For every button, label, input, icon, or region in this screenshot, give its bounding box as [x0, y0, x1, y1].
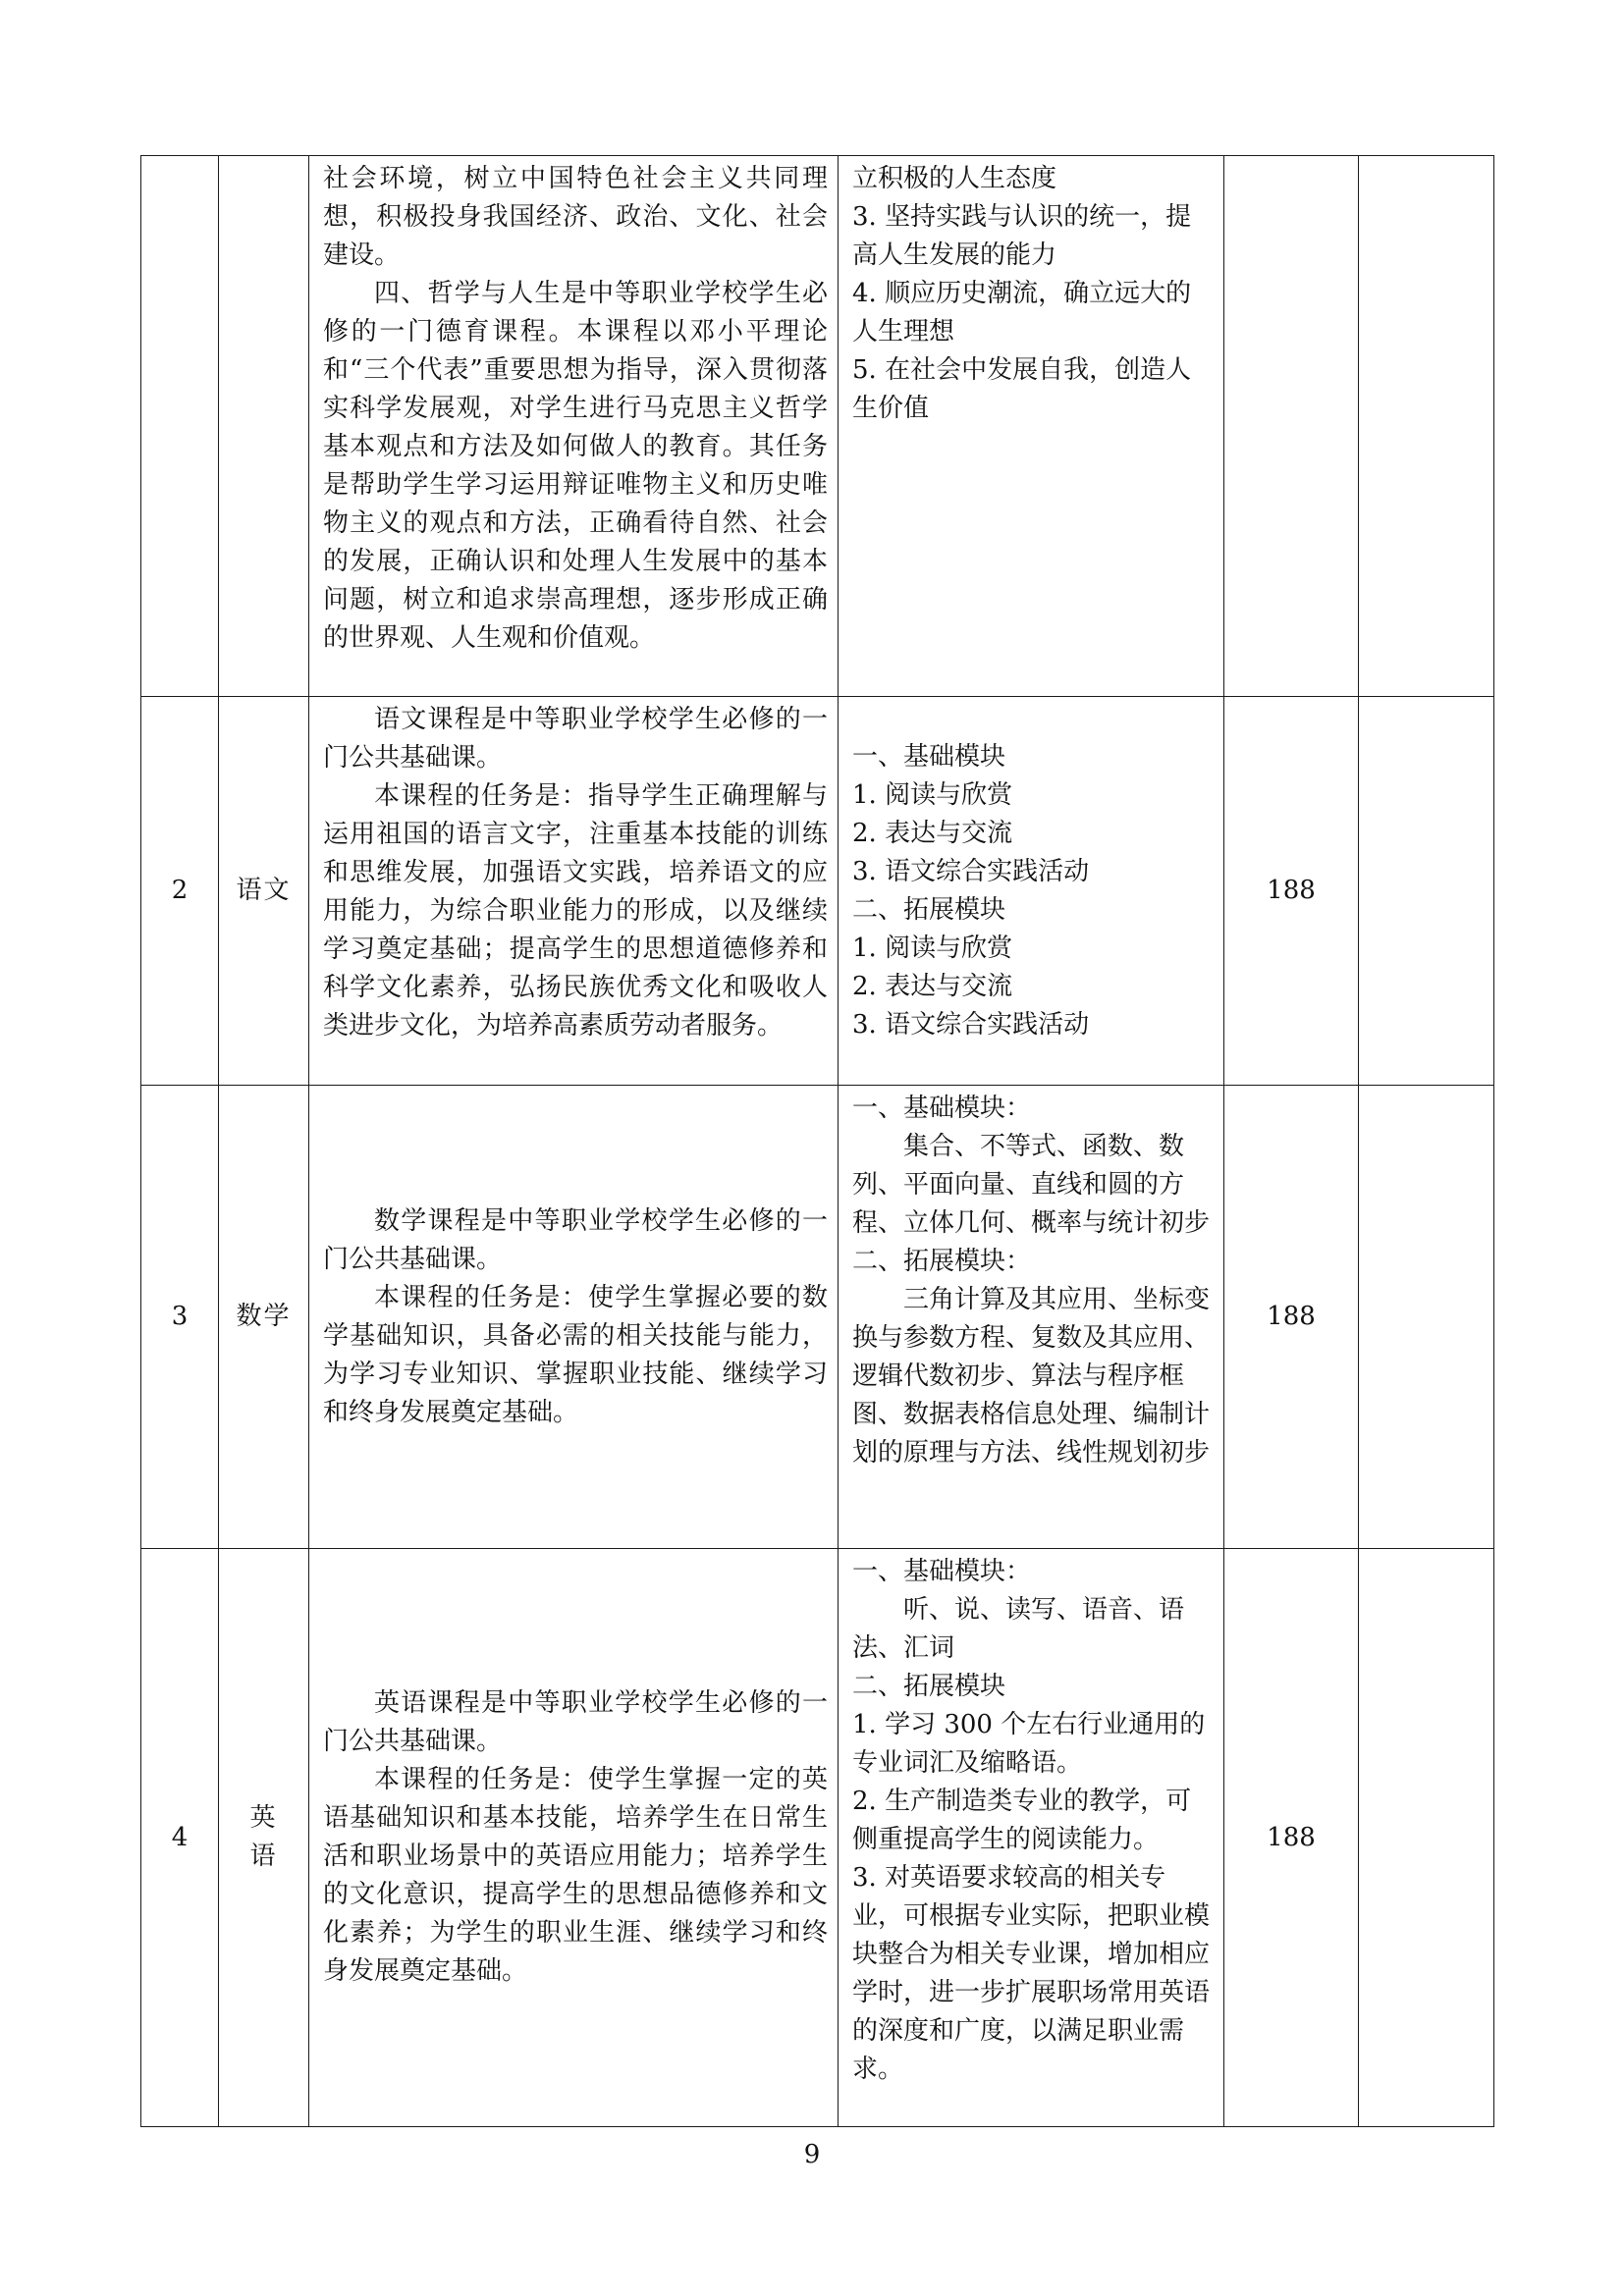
objective-paragraph: 语文课程是中等职业学校学生必修的一门公共基础课。: [323, 705, 828, 773]
content-line: 1. 阅读与欣赏: [852, 933, 1013, 963]
row-number-cell: 3: [141, 1086, 219, 1549]
content-line: 4. 顺应历史潮流，确立远大的人生理想: [852, 279, 1192, 347]
objective-paragraph: 本课程的任务是：使学生掌握必要的数学基础知识，具备必需的相关技能与能力，为学习专业知识、掌握职业技能、继续学习和终身发展奠定基础。: [323, 1282, 828, 1427]
content-line: 2. 表达与交流: [852, 818, 1013, 848]
content-line: 3. 对英语要求较高的相关专业，可根据专业实际，把职业模块整合为相关专业课，增加相应学时，进一步扩展职场常用英语的深度和广度，以满足职业需求。: [852, 1863, 1211, 2084]
objective-paragraph: 本课程的任务是：指导学生正确理解与运用祖国的语言文字，注重基本技能的训练和思维发展，加强语文实践，培养语文的应用能力，为综合职业能力的形成，以及继续学习奠定基础；提高学生的思想道德修养和科学文化素养，弘扬民族优秀文化和吸收人类进步文化，为培养高素质劳动者服务。: [323, 781, 828, 1041]
content-line: 集合、不等式、函数、数列、平面向量、直线和圆的方程、立体几何、概率与统计初步: [852, 1132, 1211, 1238]
page-number: 9: [803, 2140, 821, 2169]
course-objectives-cell: [309, 697, 839, 1086]
course-objectives-cell: [309, 1086, 839, 1549]
note-cell: [1359, 1549, 1494, 2127]
table-row: [141, 697, 1494, 1086]
hours-cell: 188: [1224, 1086, 1359, 1549]
course-objectives-cell: [309, 1549, 839, 2127]
course-name-char: 英: [249, 1803, 278, 1833]
objective-paragraph: 四、哲学与人生是中等职业学校学生必修的一门德育课程。本课程以邓小平理论和“三个代表”重要思想为指导，深入贯彻落实科学发展观，对学生进行马克思主义哲学基本观点和方法及如何做人的教育。其任务是帮助学生学习运用辩证唯物主义和历史唯物主义的观点和方法，正确看待自然、社会的发展，正确认识和处理人生发展中的基本问题，树立和追求崇高理想，逐步形成正确的世界观、人生观和价值观。: [323, 279, 828, 653]
content-line: 3. 坚持实践与认识的统一，提高人生发展的能力: [852, 202, 1192, 270]
course-name-cell: [219, 156, 309, 697]
course-table: [140, 155, 1494, 2127]
content-line: 听、说、读写、语音、语法、汇词: [852, 1595, 1185, 1663]
content-line: 2. 表达与交流: [852, 971, 1013, 1001]
content-line: 三角计算及其应用、坐标变换与参数方程、复数及其应用、逻辑代数初步、算法与程序框图、数据表格信息处理、编制计划的原理与方法、线性规划初步: [852, 1285, 1211, 1468]
hours-cell: [1224, 156, 1359, 697]
course-content-cell: [839, 1086, 1224, 1549]
table-row: [141, 1086, 1494, 1549]
row-number-cell: 4: [141, 1549, 219, 2127]
content-line: 5. 在社会中发展自我，创造人生价值: [852, 355, 1192, 423]
content-line: 二、拓展模块：: [852, 1247, 1032, 1276]
content-line: 3. 语文综合实践活动: [852, 856, 1090, 886]
course-name-cell: 语文: [219, 697, 309, 1086]
content-line: 立积极的人生态度: [852, 164, 1057, 193]
content-line: 1. 阅读与欣赏: [852, 779, 1013, 810]
objective-paragraph: 英语课程是中等职业学校学生必修的一门公共基础课。: [323, 1688, 828, 1756]
hours-cell: 188: [1224, 697, 1359, 1086]
table-row: [141, 156, 1494, 697]
course-name-cell: [219, 1549, 309, 2127]
table-row: [141, 1549, 1494, 2127]
content-line: 一、基础模块：: [852, 1094, 1032, 1123]
course-name-char: 语: [249, 1842, 278, 1871]
content-line: 3. 语文综合实践活动: [852, 1009, 1090, 1040]
note-cell: [1359, 156, 1494, 697]
course-name-cell: 数学: [219, 1086, 309, 1549]
course-content-cell: [839, 697, 1224, 1086]
course-content-cell: [839, 156, 1224, 697]
note-cell: [1359, 697, 1494, 1086]
content-line: 二、拓展模块: [852, 1672, 1006, 1701]
objective-paragraph: 本课程的任务是：使学生掌握一定的英语基础知识和基本技能，培养学生在日常生活和职业场景中的英语应用能力；培养学生的文化意识，提高学生的思想品德修养和文化素养；为学生的职业生涯、继续学习和终身发展奠定基础。: [323, 1765, 828, 1986]
content-line: 2. 生产制造类专业的教学，可侧重提高学生的阅读能力。: [852, 1787, 1192, 1854]
objective-paragraph: 数学课程是中等职业学校学生必修的一门公共基础课。: [323, 1205, 828, 1274]
row-number-cell: 2: [141, 697, 219, 1086]
content-line: 二、拓展模块: [852, 894, 1006, 925]
objective-paragraph: 社会环境，树立中国特色社会主义共同理想，积极投身我国经济、政治、文化、社会建设。: [323, 164, 828, 270]
note-cell: [1359, 1086, 1494, 1549]
course-content-cell: [839, 1549, 1224, 2127]
content-line: 一、基础模块: [852, 741, 1006, 772]
hours-cell: 188: [1224, 1549, 1359, 2127]
course-objectives-cell: [309, 156, 839, 697]
content-line: 1. 学习 300 个左右行业通用的专业词汇及缩略语。: [852, 1710, 1206, 1778]
row-number-cell: [141, 156, 219, 697]
content-line: 一、基础模块：: [852, 1557, 1032, 1586]
